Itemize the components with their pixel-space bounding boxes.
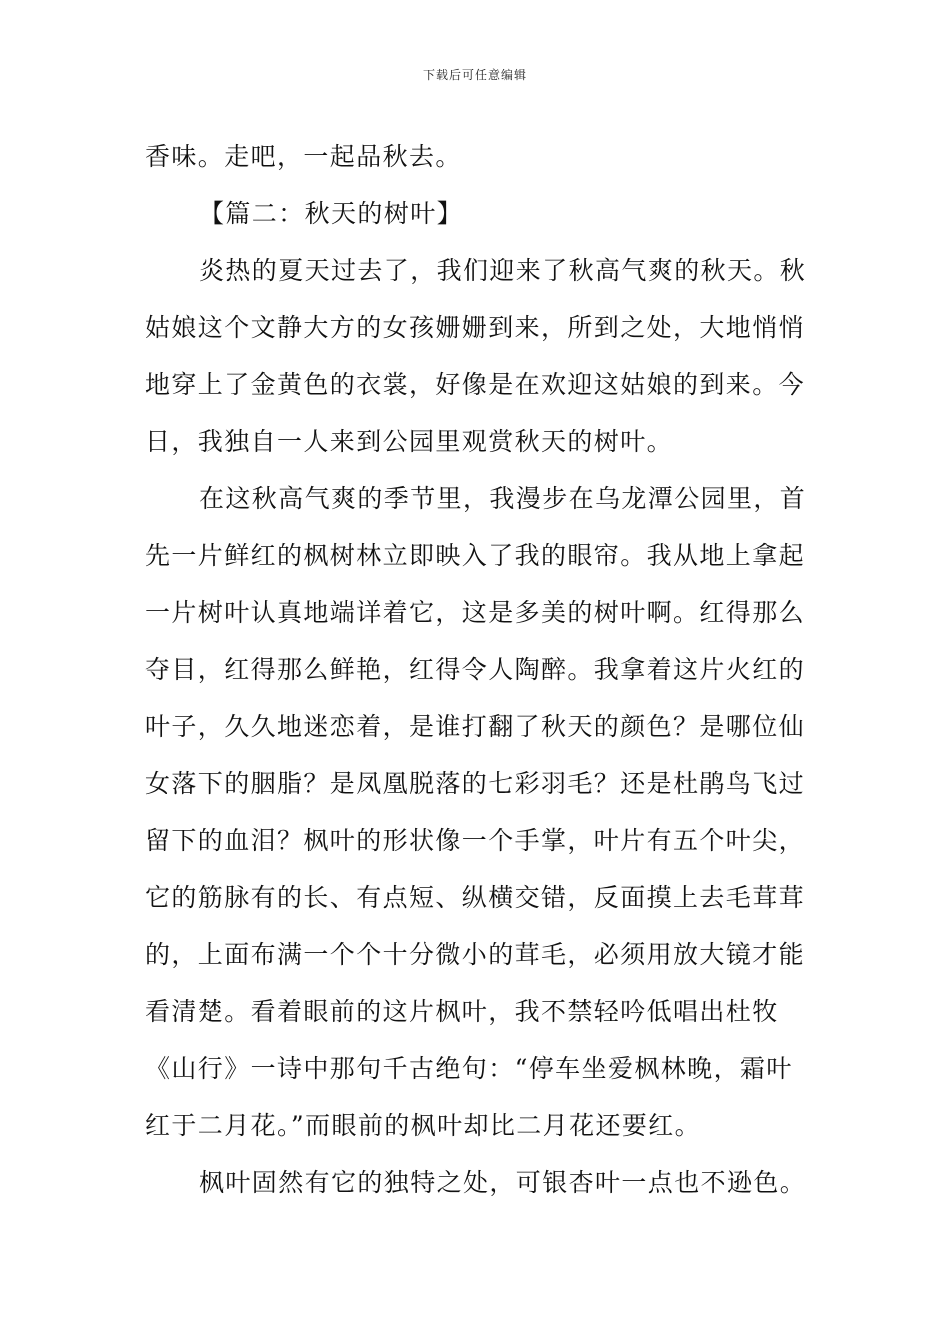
- paragraph-maple-leaf: 在这秋高气爽的季节里，我漫步在乌龙潭公园里，首 先一片鲜红的枫树林立即映入了我的眼帘。我从地上拿起 一片树叶认真地端详着它，这是多美的树叶啊。红得那么 夺目，红得那么鲜艳，红得令人陶醉。我拿着这片火红的 叶子，久久地迷恋着，是谁打翻了秋天的颜色？是哪位仙 女落下的胭脂？是凤凰脱落的七彩羽毛？还是杜鹃鸟飞过 留下的血泪？枫叶的形状像一个手掌，叶片有五个叶尖， 它的筋脉有的长、有点短、纵横交错，反面摸上去毛茸茸 的，上面布满一个个十分微小的茸毛，必须用放大镜才能 看清楚。看着眼前的这片枫叶，我不禁轻吟低唱出杜牧 《山行》一诗中那句千古绝句：“停车坐爱枫林晚，霜叶 红于二月花。”而眼前的枫叶却比二月花还要红。: [145, 484, 807, 1140]
- paragraph-continuation: 香味。走吧，一起品秋去。: [145, 142, 462, 171]
- document-body: [145, 128, 809, 1211]
- paragraph-intro: 炎热的夏天过去了，我们迎来了秋高气爽的秋天。秋 姑娘这个文静大方的女孩姗姗到来，所到之处，大地悄悄 地穿上了金黄色的衣裳，好像是在欢迎这姑娘的到来。今 日，我独自一人来到公园里观赏秋天的树叶。: [145, 256, 807, 456]
- section-heading: 【篇二：秋天的树叶】: [199, 199, 464, 228]
- page-header: 下载后可任意编辑: [422, 68, 527, 82]
- paragraph-ginkgo: 枫叶固然有它的独特之处，可银杏叶一点也不逊色。: [199, 1168, 807, 1197]
